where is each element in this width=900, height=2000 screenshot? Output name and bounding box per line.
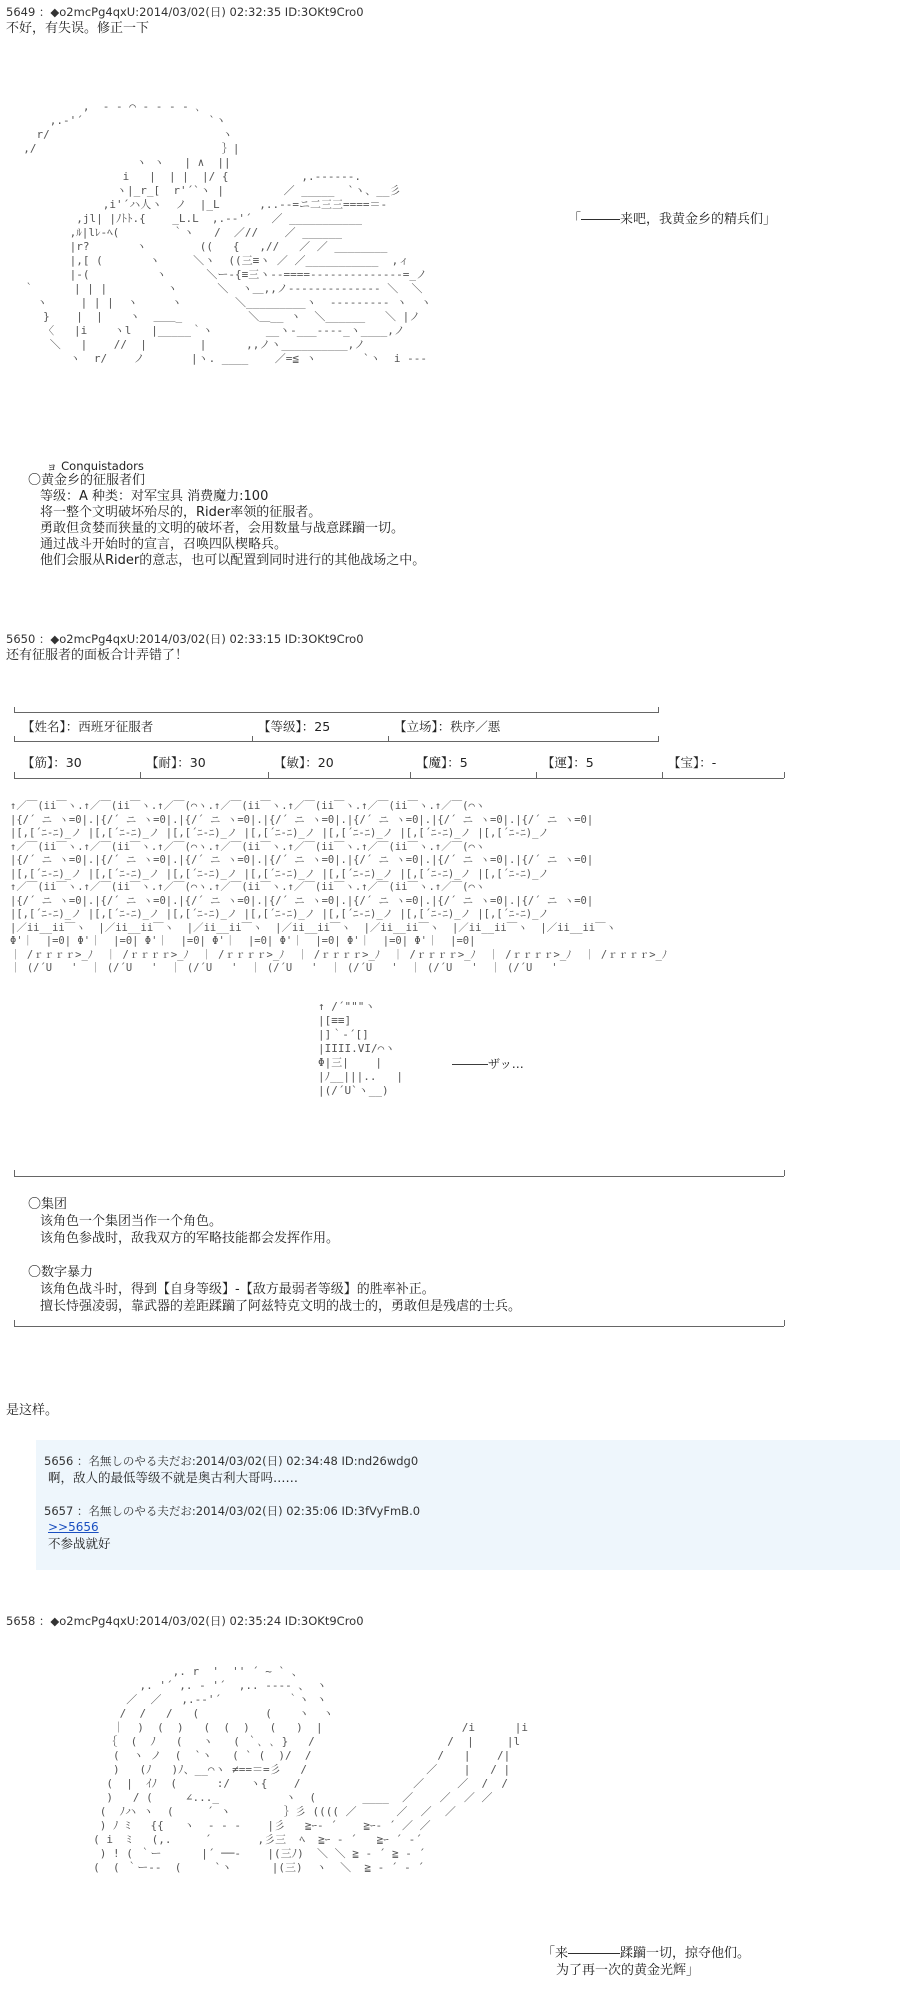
table-tick <box>252 736 253 742</box>
stat-agi: 【敏】：20 <box>274 755 334 770</box>
stat-end: 【耐】：30 <box>146 755 206 770</box>
table-tick <box>14 1170 15 1176</box>
table-tick <box>658 736 659 742</box>
skill-note: ョ Conquistadors <box>46 459 144 473</box>
quote-header: 5657 ：名無しのやる夫だお:2014/03/02(日) 02:35:06 ID:3fVyFmB.0 <box>44 1504 421 1518</box>
ascii-art-angel: ,. r ' '' ´ ~ ` 、 ,. '´ ,. ‐ '´ ,.. ‐‐‐‐ 、 ヽ ／ ／ ,.-‐'´ ｀ヽ ヽ / / / ( ( ヽ ヽ ｜ ) ( ) ( ( ) ( ) | /i |i ｛ ( ﾉ ( ヽ ( ｀､ ､ } / / | |l ( ヽ ノ ( `ヽ ( ` ( )/ / / | /| ) (ﾉ )ﾉ、__⌒ヽ ≠==＝=彡 / ／ | / | ( | ｲﾉ ( :/ ヽ{ / ／ ／ / / ) / ( ∠..._ ヽ ( ____ ／ ／ ／ ／ ( ﾉハ ヽ ( ´ ヽ ｝彡 (((( ／ ／ ／ ／ ) ﾉ ﾐ {{ ヽ ‐ - ‐ |彡 ≧ｰ‐ ´ ≧ｰ‐ ´ ／ ／ ( i ﾐ (,. ´ ,彡三 ﾍ ≧ｰ ‐ ´ ≧ｰ ´ ‐´ ) ! ( ｀ー |´ ──‐ |(三ﾉ) ＼ ＼ ≧ ‐ ´ ≧ ‐ ´ ( ( ｀ー-‐ ( `ヽ |(三) ヽ ＼ ≧ ‐ ´ ‐ ´ <box>93 1665 528 1874</box>
stat-mag: 【魔】：5 <box>416 755 468 770</box>
table-tick <box>268 772 269 778</box>
stat-np: 【宝】：- <box>668 755 717 770</box>
post-body: 不好，有失误。修正一下 <box>6 21 150 36</box>
table-tick <box>658 707 659 713</box>
skill-line: 他们会服从Rider的意志，也可以配置到同时进行的其他战场之中。 <box>40 553 426 568</box>
post-header: 5658 ：◆o2mcPg4qxU:2014/03/02(日) 02:35:24 ID:3OKt9Cro0 <box>6 1614 364 1628</box>
table-tick <box>410 772 411 778</box>
trait-title: 〇集团 <box>28 1197 68 1212</box>
table-tick <box>784 1320 785 1326</box>
skill-line: 等级：A 种类：对军宝具 消费魔力:100 <box>40 489 269 504</box>
post-header: 5649 ：◆o2mcPg4qxU:2014/03/02(日) 02:32:35 ID:3OKt9Cro0 <box>6 5 364 19</box>
skill-line: 将一整个文明破坏殆尽的，Rider率领的征服者。 <box>40 505 322 520</box>
table-tick <box>388 736 389 742</box>
table-rule <box>14 1326 784 1327</box>
dialog-conquer-1: 「来――――蹂躏一切，掠夺他们。 <box>542 1946 751 1961</box>
table-tick <box>14 736 15 742</box>
quote-block <box>36 1440 900 1570</box>
trait-line: 该角色参战时，敌我双方的军略技能都会发挥作用。 <box>40 1231 340 1246</box>
trait-title: 〇数字暴力 <box>28 1265 94 1280</box>
ascii-art-rider: , - ‐ ⌒ ‐ ‐ ‐ - ､ ,.‐'´ `ヽ r/ ヽ ,/ ｝| ヽ ヽ | ∧ || i | | | |/ { ,.------. ヽ|_r_[ r'´`ヽ | ／ _____ `ヽ、__彡 ,i'´ハ人ヽ ノ |_L ,..-‐=ニ二三三====＝- ,jl| |ﾉﾄﾄ.{ _L.L ,.-‐'´ ／ ___________ ,ﾙ|lﾚ‐ﾍ( ｀ヽ / ／// ／ ______ |r? ヽ (( { ,// ／ ／ ________ |,[ ( ヽ ＼ヽ ((三≡ヽ ／ ／___________ ,ィ |-( ヽ ＼ー-{≡三ヽ--====--------------=_ノ ｀ | | | ヽ ＼ ヽ＿,,ノ-------------- ＼ ＼ ヽ | | | ヽ ヽ ＼_________ヽ --------- ヽ ヽ } | | ヽ ＿＿_ ＼＿__ ヽ ＼______ ＼ |ノ 〈 |i ヽl |_____｀ヽ __ヽ-___----_ヽ____,ノ ＼ | // | | ,,ノヽ__________,ノ ヽ r/ ノ |ヽ. ____ ／=≦ ヽ `ヽ i ‐‐‐ <box>23 100 432 365</box>
table-tick <box>14 1320 15 1326</box>
stat-str: 【筋】：30 <box>22 755 82 770</box>
quote-line: 不参战就好 <box>48 1536 111 1551</box>
ascii-art-soldiers: ↑／￣(ii￣ヽ.↑／￣(ii￣ヽ.↑／￣(⌒ヽ.↑／￣(ii￣ヽ.↑／￣(ii￣ヽ.↑／￣(ii￣ヽ.↑／￣(⌒ヽ |{/´ ニ ヽ=0|.|{/´ ニ ヽ=0|.|{/´ ニ ヽ=0|.|{/´ ニ ヽ=0|.|{/´ ニ ヽ=0|.|{/´ ニ ヽ=0|.|{/´ ニ ヽ=0| |[,[´ﾆ-ﾆ)_ノ |[,[´ﾆ-ﾆ)_ノ |[,[´ﾆ-ﾆ)_ノ |[,[´ﾆ-ﾆ)_ノ |[,[´ﾆ-ﾆ)_ノ |[,[´ﾆ-ﾆ)_ノ |[,[´ﾆ-ﾆ)_ノ ↑／￣(ii￣ヽ.↑／￣(ii￣ヽ.↑／￣(⌒ヽ.↑／￣(ii￣ヽ.↑／￣(ii￣ヽ.↑／￣(ii￣ヽ.↑／￣(⌒ヽ |{/´ ニ ヽ=0|.|{/´ ニ ヽ=0|.|{/´ ニ ヽ=0|.|{/´ ニ ヽ=0|.|{/´ ニ ヽ=0|.|{/´ ニ ヽ=0|.|{/´ ニ ヽ=0| |[,[´ﾆ-ﾆ)_ノ |[,[´ﾆ-ﾆ)_ノ |[,[´ﾆ-ﾆ)_ノ |[,[´ﾆ-ﾆ)_ノ |[,[´ﾆ-ﾆ)_ノ |[,[´ﾆ-ﾆ)_ノ |[,[´ﾆ-ﾆ)_ノ ↑／￣(ii￣ヽ.↑／￣(ii￣ヽ.↑／￣(⌒ヽ.↑／￣(ii￣ヽ.↑／￣(ii￣ヽ.↑／￣(ii￣ヽ.↑／￣(⌒ヽ |{/´ ニ ヽ=0|.|{/´ ニ ヽ=0|.|{/´ ニ ヽ=0|.|{/´ ニ ヽ=0|.|{/´ ニ ヽ=0|.|{/´ ニ ヽ=0|.|{/´ ニ ヽ=0| |[,[´ﾆ-ﾆ)_ノ |[,[´ﾆ-ﾆ)_ノ |[,[´ﾆ-ﾆ)_ノ |[,[´ﾆ-ﾆ)_ノ |[,[´ﾆ-ﾆ)_ノ |[,[´ﾆ-ﾆ)_ノ |[,[´ﾆ-ﾆ)_ノ |／ii__ii￣ヽ |／ii__ii￣ヽ |／ii__ii￣ヽ |／ii__ii￣ヽ |／ii__ii￣ヽ |／ii__ii￣ヽ |／ii__ii￣ヽ Φ'｜ |=0| Φ'｜ |=0| Φ'｜ |=0| Φ'｜ |=0| Φ'｜ |=0| Φ'｜ |=0| Φ'｜ |=0| ｜ /ｒｒｒｒ>_ﾉ ｜ /ｒｒｒｒ>_ﾉ ｜ /ｒｒｒｒ>_ﾉ ｜ /ｒｒｒｒ>_ﾉ ｜ /ｒｒｒｒ>_ﾉ ｜ /ｒｒｒｒ>_ﾉ ｜ /ｒｒｒｒ>_ﾉ ｜ (/´U ' ｜ (/´U ' ｜ (/´U ' ｜ (/´U ' ｜ (/´U ' ｜ (/´U ' ｜ (/´U ' <box>10 800 668 974</box>
post-header: 5650 ：◆o2mcPg4qxU:2014/03/02(日) 02:33:15 ID:3OKt9Cro0 <box>6 632 364 646</box>
sfx-text: ―――ザッ… <box>452 1057 524 1071</box>
table-tick <box>784 1170 785 1176</box>
quote-line: 啊，敌人的最低等级不就是奥古利大哥吗…… <box>48 1470 299 1485</box>
table-tick <box>14 772 15 778</box>
post-body: 还有征服者的面板合计弄错了！ <box>6 648 189 663</box>
skill-line: 通过战斗开始时的宣言，召唤四队楔略兵。 <box>40 537 288 552</box>
quote-header: 5656 ：名無しのやる夫だお:2014/03/02(日) 02:34:48 ID:nd26wdg0 <box>44 1454 419 1468</box>
table-tick <box>14 707 15 713</box>
table-rule <box>14 712 658 713</box>
stat-name: 【姓名】：西班牙征服者 <box>22 719 154 734</box>
dialog-come: 「―――来吧，我黄金乡的精兵们」 <box>568 212 777 227</box>
table-tick <box>662 772 663 778</box>
trait-line: 该角色战斗时，得到【自身等级】-【敌方最弱者等级】的胜率补正。 <box>40 1282 435 1297</box>
interjection: 是这样。 <box>6 1403 59 1418</box>
table-tick <box>784 772 785 778</box>
dialog-conquer-2: 为了再一次的黄金光辉」 <box>556 1963 700 1978</box>
trait-line: 擅长恃强凌弱，靠武器的差距蹂躏了阿兹特克文明的战士的，勇敢但是残虐的士兵。 <box>40 1299 522 1314</box>
trait-line: 该角色一个集团当作一个角色。 <box>40 1214 223 1229</box>
stat-luck: 【運】：5 <box>542 755 594 770</box>
table-rule <box>14 1176 784 1177</box>
table-tick <box>536 772 537 778</box>
reply-anchor-link[interactable]: >>5656 <box>48 1520 99 1534</box>
table-tick <box>140 772 141 778</box>
skill-line: 勇敢但贪婪而狭量的文明的破坏者，会用数量与战意蹂躏一切。 <box>40 521 405 536</box>
table-rule <box>14 778 784 779</box>
table-rule <box>14 741 658 742</box>
ascii-art-lone-soldier: ↑ /´"""ヽ |[≡≡] |]｀-´[] |IIII.VI/⌒ヽ Φ|三| | |ﾉ__|||.. | |(/´U`ヽ__) <box>318 1000 403 1097</box>
stat-level: 【等级】：25 <box>258 719 331 734</box>
stat-alignment: 【立场】：秩序／悪 <box>394 719 501 734</box>
skill-title: 〇黄金乡的征服者们 <box>28 473 146 488</box>
